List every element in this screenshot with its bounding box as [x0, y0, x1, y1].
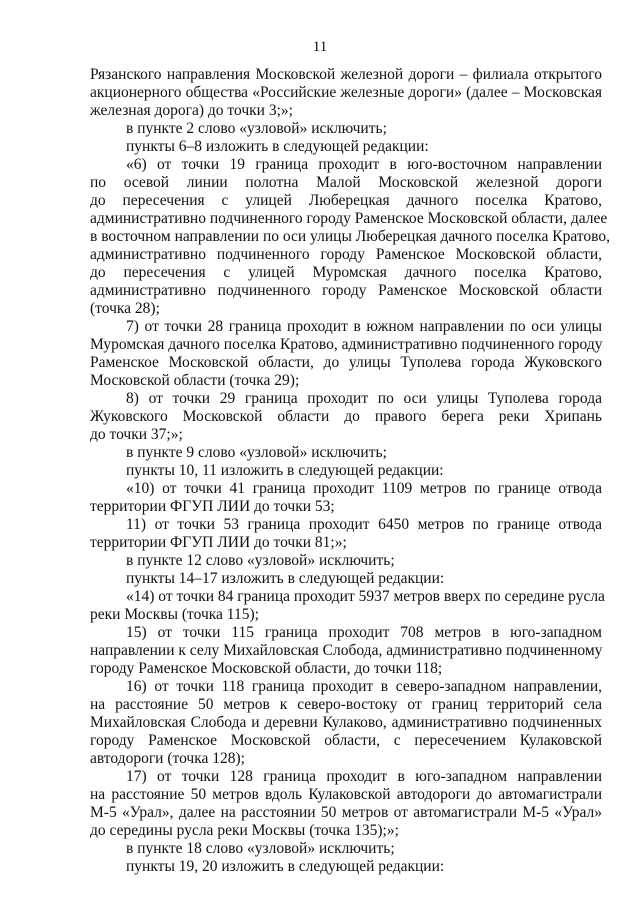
- text-line: в пункте 12 слово «узловой» исключить;: [126, 552, 395, 569]
- text-line: «10) от точки 41 граница проходит 1109 метров по границе отвода: [126, 480, 602, 497]
- text-line: Михайловская Слобода и деревни Кулаково, административно подчиненных: [90, 714, 602, 731]
- text-line: Рязанского направления Московской железной дороги – филиала открытого: [90, 66, 602, 83]
- text-line: (точка 28);: [90, 300, 160, 317]
- text-line: в пункте 18 слово «узловой» исключить;: [126, 840, 395, 857]
- text-line: до середины русла реки Москвы (точка 135);»;: [90, 822, 399, 839]
- text-line: на расстояние 50 метров к северо-востоку от границ территорий села: [90, 696, 602, 713]
- text-line: Раменское Московской области, до улицы Туполева города Жуковского: [90, 354, 602, 371]
- text-line: пункты 14–17 изложить в следующей редакции:: [126, 570, 445, 587]
- text-line: «6) от точки 19 граница проходит в юго-восточном направлении: [126, 156, 602, 173]
- text-line: «14) от точки 84 граница проходит 5937 метров вверх по середине русла: [126, 588, 605, 605]
- text-line: административно подчиненного городу Раменское Московской области,: [90, 246, 602, 263]
- text-line: территории ФГУП ЛИИ до точки 81;»;: [90, 534, 347, 551]
- text-line: 16) от точки 118 граница проходит в северо-западном направлении,: [126, 678, 602, 695]
- text-line: М-5 «Урал», далее на расстоянии 50 метров от автомагистрали М-5 «Урал»: [90, 804, 602, 821]
- paragraph: [90, 570, 602, 588]
- paragraph: [90, 588, 605, 624]
- text-line: территории ФГУП ЛИИ до точки 53;: [90, 498, 335, 515]
- text-line: административно подчиненного городу Раменское Московской области, далее: [90, 210, 608, 227]
- paragraph: [90, 120, 602, 138]
- text-line: по осевой линии полотна Малой Московской железной дороги: [90, 174, 602, 191]
- paragraph: [90, 840, 602, 858]
- paragraph: [90, 138, 602, 156]
- text-line: автодороги (точка 128);: [90, 750, 245, 767]
- text-line: направлении к селу Михайловская Слобода, административно подчиненному: [90, 642, 603, 659]
- paragraph: [90, 516, 602, 552]
- paragraph: [90, 318, 602, 390]
- text-line: 7) от точки 28 граница проходит в южном направлении по оси улицы: [126, 318, 602, 335]
- text-line: городу Раменское Московской области, с пересечением Кулаковской: [90, 732, 602, 749]
- text-line: акционерного общества «Российские железные дороги» (далее – Московская: [90, 84, 602, 101]
- text-line: на расстояние 50 метров вдоль Кулаковской автодороги до автомагистрали: [90, 786, 602, 803]
- paragraph: [90, 768, 602, 840]
- text-line: городу Раменское Московской области, до точки 118;: [90, 660, 443, 677]
- text-line: пункты 19, 20 изложить в следующей редакции:: [126, 858, 445, 875]
- text-line: до пересечения с улицей Люберецкая дачного поселка Кратово,: [90, 192, 602, 209]
- text-line: пункты 6–8 изложить в следующей редакции:: [126, 138, 429, 155]
- text-line: 15) от точки 115 граница проходит 708 метров в юго-западном: [126, 624, 602, 641]
- paragraph: [90, 624, 602, 678]
- paragraph: [90, 66, 602, 120]
- text-line: до точки 37;»;: [90, 426, 183, 443]
- page-number: 11: [312, 39, 328, 55]
- paragraph: [90, 858, 602, 876]
- text-line: Муромская дачного поселка Кратово, административно подчиненного городу: [90, 336, 603, 353]
- text-line: пункты 10, 11 изложить в следующей редакции:: [126, 462, 444, 479]
- paragraph: [90, 390, 602, 444]
- text-line: административно подчиненного городу Раменское Московской области: [90, 282, 602, 299]
- text-line: Московской области (точка 29);: [90, 372, 300, 389]
- text-line: 11) от точки 53 граница проходит 6450 метров по границе отвода: [126, 516, 602, 533]
- text-line: в восточном направлении по оси улицы Люберецкая дачного поселка Кратово,: [90, 228, 610, 245]
- text-line: реки Москвы (точка 115);: [90, 606, 259, 623]
- paragraph: [90, 462, 602, 480]
- text-line: в пункте 2 слово «узловой» исключить;: [126, 120, 387, 137]
- paragraph: [90, 480, 602, 516]
- text-line: 17) от точки 128 граница проходит в юго-западном направлении: [126, 768, 602, 785]
- paragraph: [90, 678, 602, 768]
- document-body: [90, 66, 610, 876]
- text-line: Жуковского Московской области до правого берега реки Хрипань: [90, 408, 602, 425]
- paragraph: [90, 444, 602, 462]
- paragraph: [90, 156, 610, 318]
- text-line: до пересечения с улицей Муромская дачного поселка Кратово,: [90, 264, 602, 281]
- text-line: железная дорога) до точки 3;»;: [90, 102, 293, 119]
- text-line: 8) от точки 29 граница проходит по оси улицы Туполева города: [126, 390, 602, 407]
- text-line: в пункте 9 слово «узловой» исключить;: [126, 444, 387, 461]
- paragraph: [90, 552, 602, 570]
